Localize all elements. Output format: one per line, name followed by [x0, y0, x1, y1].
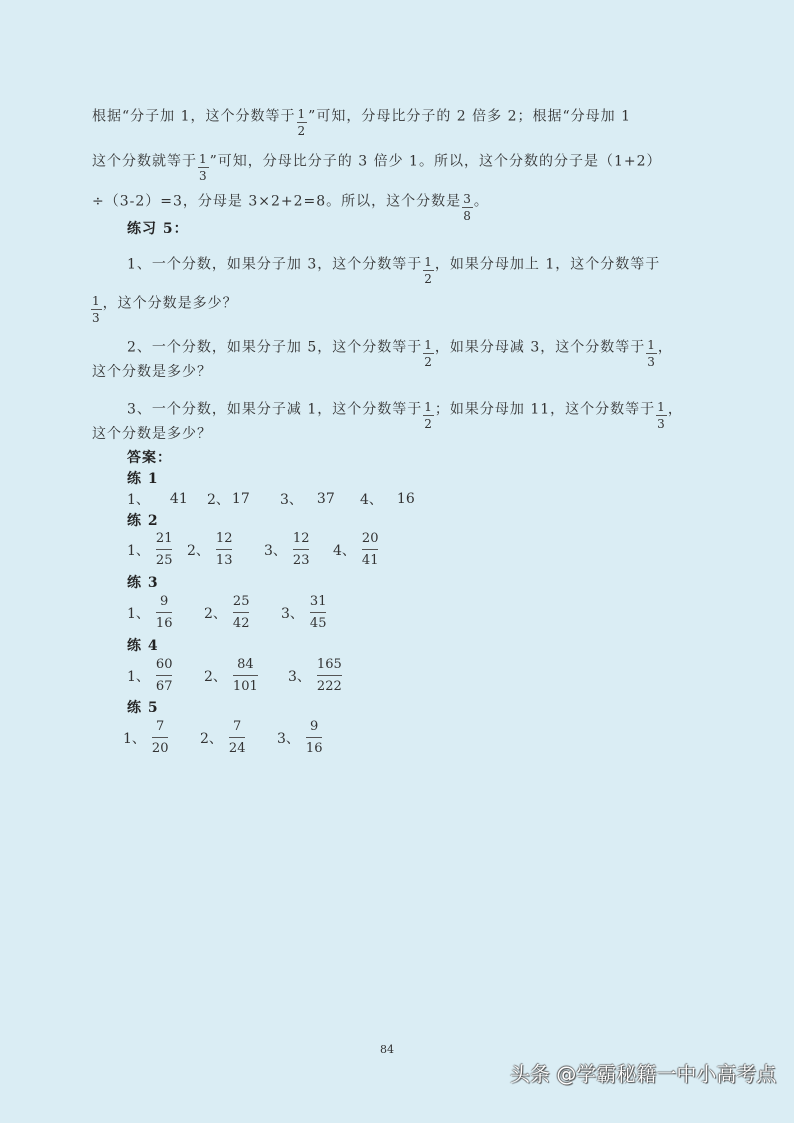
answer-label: 1、 — [127, 668, 150, 685]
fraction — [462, 192, 473, 223]
answer-item — [127, 593, 172, 632]
denominator: 42 — [232, 616, 250, 631]
fraction-bar — [233, 675, 258, 676]
denominator: 2 — [297, 124, 307, 138]
text: ”可知，分母比分子的 2 倍多 2；根据“分母加 1 — [308, 108, 631, 125]
text: 3、一个分数，如果分子减 1，这个分数等于 — [127, 401, 423, 418]
answer-item — [207, 489, 250, 509]
fraction-bar — [646, 353, 657, 354]
fraction-bar — [91, 309, 102, 310]
answer-label: 1、 — [127, 542, 150, 559]
fraction-bar — [156, 549, 173, 550]
denominator: 13 — [215, 553, 233, 568]
numerator: 84 — [237, 657, 254, 672]
denominator: 8 — [463, 209, 472, 223]
numerator: 9 — [310, 719, 319, 734]
fraction-bar — [229, 737, 246, 738]
solution-line-2 — [92, 146, 662, 183]
fraction-bar — [362, 549, 379, 550]
text: ÷（3-2）=3，分母是 3×2+2=8。所以，这个分数是 — [92, 193, 462, 210]
fraction — [423, 400, 434, 431]
numerator: 1 — [647, 338, 656, 352]
denominator: 3 — [657, 417, 666, 431]
answer-item — [264, 530, 309, 569]
fraction-bar — [423, 353, 434, 354]
fraction-bar — [156, 675, 173, 676]
answer-label: 2、 — [187, 542, 210, 559]
denominator: 101 — [232, 679, 258, 694]
numerator: 1 — [199, 152, 208, 166]
numerator: 31 — [309, 594, 327, 609]
denominator: 2 — [424, 272, 433, 286]
answer-item — [288, 656, 342, 695]
answer-fraction — [233, 593, 250, 632]
answer-value: 37 — [316, 491, 335, 507]
answer-section-title-4: 练 4 — [127, 638, 159, 654]
fraction-bar — [310, 612, 327, 613]
numerator: 20 — [361, 531, 379, 546]
answer-fraction — [293, 530, 310, 569]
numerator: 12 — [292, 531, 310, 546]
text: ， — [667, 401, 683, 418]
numerator: 1 — [92, 294, 101, 308]
answer-label: 3、 — [280, 492, 303, 508]
numerator: 21 — [155, 531, 173, 546]
fraction-bar — [423, 270, 434, 271]
denominator: 16 — [305, 741, 323, 756]
fraction-bar — [216, 549, 233, 550]
fraction — [423, 255, 434, 286]
answer-item — [277, 718, 322, 757]
answer-label: 2、 — [200, 730, 223, 747]
answer-label: 3、 — [264, 542, 287, 559]
answers-title: 答案： — [127, 450, 172, 466]
denominator: 45 — [309, 616, 327, 631]
denominator: 3 — [92, 311, 101, 325]
text: ， — [657, 339, 673, 356]
answer-fraction — [310, 593, 327, 632]
answer-value: 16 — [396, 491, 415, 507]
answer-section-title-1: 练 1 — [127, 471, 159, 487]
watermark: 头条 @学霸秘籍一中小高考点 — [510, 1062, 777, 1086]
numerator: 12 — [215, 531, 233, 546]
numerator: 1 — [424, 400, 433, 414]
denominator: 2 — [424, 355, 433, 369]
denominator: 25 — [155, 553, 173, 568]
text: ；如果分母加 11，这个分数等于 — [434, 401, 656, 418]
answer-item — [281, 593, 326, 632]
fraction — [198, 152, 209, 183]
answer-value: 17 — [231, 491, 250, 507]
text: ，这个分数是多少？ — [102, 295, 238, 312]
text: 根据“分子加 1，这个分数等于 — [92, 108, 296, 125]
exercise-q3-line-2: 这个分数是多少？ — [92, 426, 212, 442]
text: ，如果分母加上 1，这个分数等于 — [434, 256, 661, 273]
answer-label: 3、 — [288, 668, 311, 685]
text: 。 — [473, 193, 489, 210]
answer-label: 1、 — [127, 492, 150, 508]
numerator: 9 — [160, 594, 169, 609]
answer-section-title-2: 练 2 — [127, 513, 159, 529]
denominator: 20 — [151, 741, 169, 756]
answer-fraction — [156, 530, 173, 569]
numerator: 165 — [316, 657, 342, 672]
answer-label: 4、 — [360, 492, 383, 508]
numerator: 7 — [233, 719, 242, 734]
answer-item — [123, 718, 168, 757]
answer-item — [200, 718, 245, 757]
solution-line-3 — [92, 186, 489, 223]
answer-label: 1、 — [127, 605, 150, 622]
answer-fraction — [152, 718, 169, 757]
fraction-bar — [306, 737, 323, 738]
numerator: 7 — [156, 719, 165, 734]
fraction-bar — [297, 122, 308, 123]
numerator: 1 — [424, 255, 433, 269]
answer-fraction — [317, 656, 342, 695]
answer-item — [360, 489, 415, 509]
text: 2、一个分数，如果分子加 5，这个分数等于 — [127, 339, 423, 356]
exercise-q3-line-1 — [127, 394, 683, 431]
fraction — [646, 338, 657, 369]
answer-label: 2、 — [207, 492, 230, 508]
answer-fraction — [229, 718, 246, 757]
answer-item — [127, 656, 172, 695]
fraction-bar — [156, 612, 173, 613]
answer-label: 1、 — [123, 730, 146, 747]
answer-item — [127, 489, 188, 509]
denominator: 67 — [155, 679, 173, 694]
fraction — [656, 400, 667, 431]
answer-item — [280, 489, 335, 509]
denominator: 3 — [647, 355, 656, 369]
numerator: 1 — [657, 400, 666, 414]
answer-label: 2、 — [204, 605, 227, 622]
exercise-q1-line-2 — [90, 288, 238, 325]
denominator: 222 — [316, 679, 342, 694]
answer-fraction — [216, 530, 233, 569]
answer-label: 2、 — [204, 668, 227, 685]
text: ，如果分母减 3，这个分数等于 — [434, 339, 646, 356]
fraction-bar — [462, 207, 473, 208]
fraction-bar — [293, 549, 310, 550]
denominator: 41 — [361, 553, 379, 568]
text: ”可知，分母比分子的 3 倍少 1。所以，这个分数的分子是（1+2） — [209, 153, 662, 170]
answer-section-title-3: 练 3 — [127, 575, 159, 591]
answer-item — [204, 593, 249, 632]
numerator: 3 — [463, 192, 472, 206]
denominator: 24 — [228, 741, 246, 756]
exercise-q2-line-2: 这个分数是多少？ — [92, 364, 212, 380]
solution-line-1 — [92, 101, 631, 138]
exercise-q1-line-1 — [127, 249, 661, 286]
denominator: 16 — [155, 616, 173, 631]
text: 这个分数就等于 — [92, 153, 197, 170]
answer-item — [204, 656, 258, 695]
denominator: 3 — [199, 169, 208, 183]
numerator: 60 — [155, 657, 173, 672]
answer-value: 41 — [169, 491, 188, 507]
text: 1、一个分数，如果分子加 3，这个分数等于 — [127, 256, 423, 273]
answer-label: 3、 — [281, 605, 304, 622]
fraction — [423, 338, 434, 369]
exercise-q2-line-1 — [127, 332, 673, 369]
fraction-bar — [152, 737, 169, 738]
numerator: 25 — [232, 594, 250, 609]
answer-section-title-5: 练 5 — [127, 700, 159, 716]
fraction — [91, 294, 102, 325]
denominator: 23 — [292, 553, 310, 568]
fraction-bar — [233, 612, 250, 613]
answer-item — [127, 530, 172, 569]
answer-fraction — [362, 530, 379, 569]
fraction-bar — [198, 167, 209, 168]
answer-label: 4、 — [333, 542, 356, 559]
answer-fraction — [306, 718, 323, 757]
denominator: 2 — [424, 417, 433, 431]
numerator: 1 — [424, 338, 433, 352]
answer-label: 3、 — [277, 730, 300, 747]
answer-item — [333, 530, 378, 569]
fraction — [297, 107, 308, 138]
exercise-title: 练习 5： — [127, 221, 189, 237]
fraction-bar — [656, 415, 667, 416]
answer-fraction — [156, 593, 173, 632]
numerator: 1 — [297, 107, 307, 121]
answer-item — [187, 530, 232, 569]
fraction-bar — [423, 415, 434, 416]
fraction-bar — [317, 675, 342, 676]
page-number: 84 — [380, 1043, 394, 1056]
answer-fraction — [233, 656, 258, 695]
answer-fraction — [156, 656, 173, 695]
